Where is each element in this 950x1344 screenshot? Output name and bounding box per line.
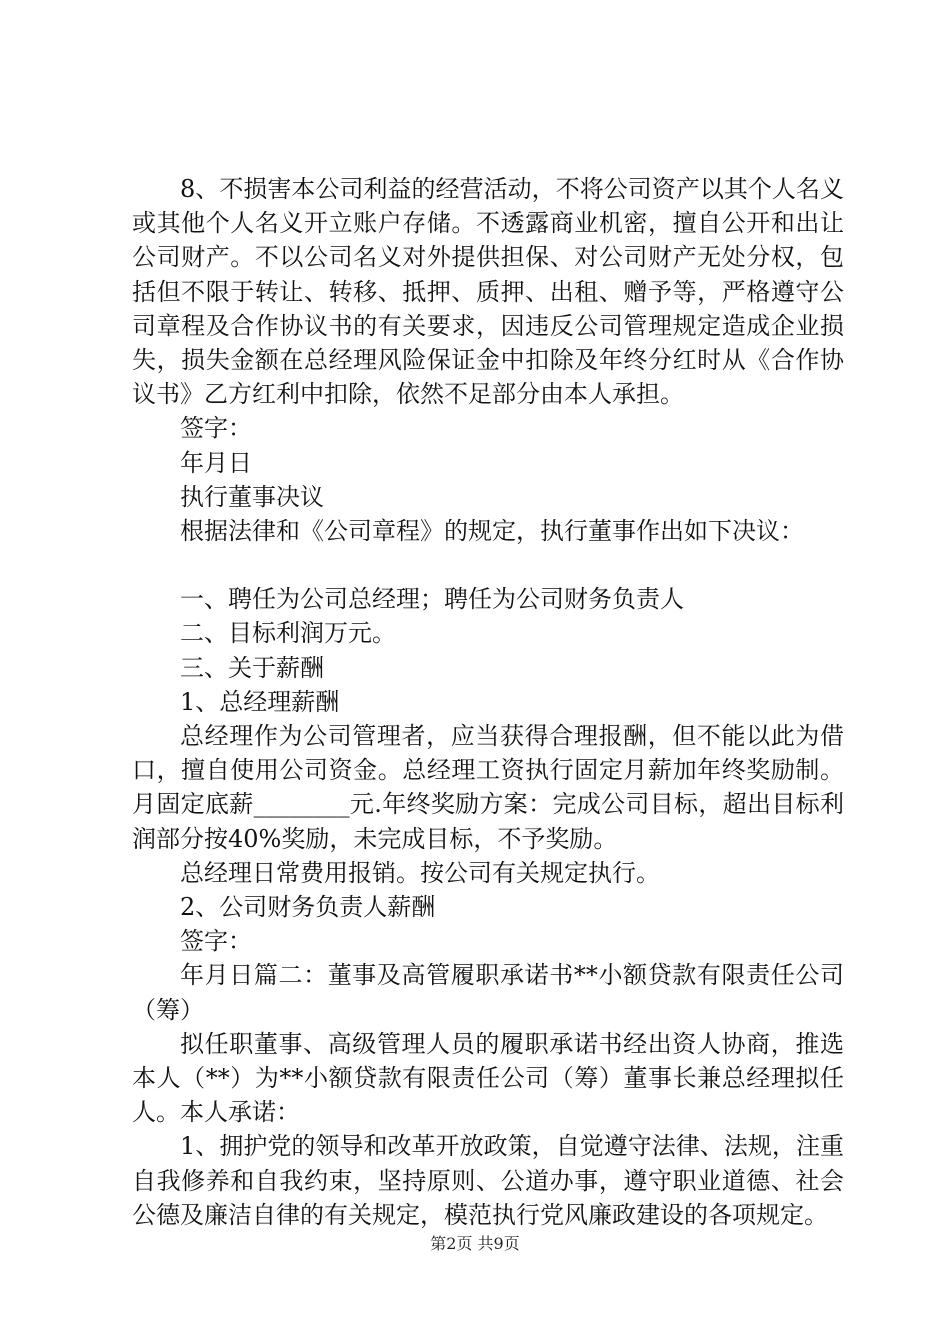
- signature-label: 签字：: [180, 414, 252, 443]
- gm-salary-text: 总经理作为公司管理者，应当获得合理报酬，但不能以此为借口，擅自使用公司资金。总经理工资执行固定月薪加年终奖励制。月固定底薪________元.年终奖励方案：完成公司目标，超出目标利润部分按40%奖励，未完成目标，不予奖励。: [132, 722, 844, 853]
- paragraph-item-8: 8、不损害本公司利益的经营活动，不将公司资产以其个人名义或其他个人名义开立账户存储。不透露商业机密，擅自公开和出让公司财产。不以公司名义对外提供担保、对公司财产无处分权，包括但不限于转让、转移、抵押、质押、出租、赠予等，严格遵守公司章程及合作协议书的有关要求，因违反公司管理规定造成企业损失，损失金额在总经理风险保证金中扣除及年终分红时从《合作协议书》乙方红利中扣除，依然不足部分由本人承担。: [132, 175, 844, 409]
- commitment-intro: 拟任职董事、高级管理人员的履职承诺书经出资人协商，推选本人（**）为**小额贷款有限责任公司（筹）董事长兼总经理拟任人。本人承诺：: [132, 1029, 844, 1127]
- subsection-finance-salary: 2、公司财务负责人薪酬: [180, 893, 436, 922]
- chapter-two-heading: 年月日篇二：董事及高管履职承诺书**小额贷款有限责任公司（筹）: [132, 961, 844, 1024]
- resolution-item-1: 一、聘任为公司总经理；聘任为公司财务负责人: [180, 585, 684, 614]
- section-title-executive-resolution: 执行董事决议: [180, 482, 324, 511]
- gm-expense-text: 总经理日常费用报销。按公司有关规定执行。: [180, 858, 660, 887]
- document-body: [132, 172, 844, 1232]
- page-footer: 第2页 共9页: [430, 1234, 520, 1253]
- resolution-intro: 根据法律和《公司章程》的规定，执行董事作出如下决议：: [180, 517, 804, 546]
- signature-label: 签字：: [180, 927, 252, 956]
- resolution-item-2: 二、目标利润万元。: [180, 619, 396, 648]
- resolution-item-3: 三、关于薪酬: [180, 653, 324, 682]
- blank-line: [132, 548, 844, 582]
- date-line: 年月日: [180, 448, 252, 477]
- subsection-gm-salary: 1、总经理薪酬: [180, 687, 340, 716]
- commitment-item-1: 1、拥护党的领导和改革开放政策，自觉遵守法律、法规，注重自我修养和自我约束，坚持原则、公道办事，遵守职业道德、社会公德及廉洁自律的有关规定，模范执行党风廉政建设的各项规定。: [132, 1132, 844, 1229]
